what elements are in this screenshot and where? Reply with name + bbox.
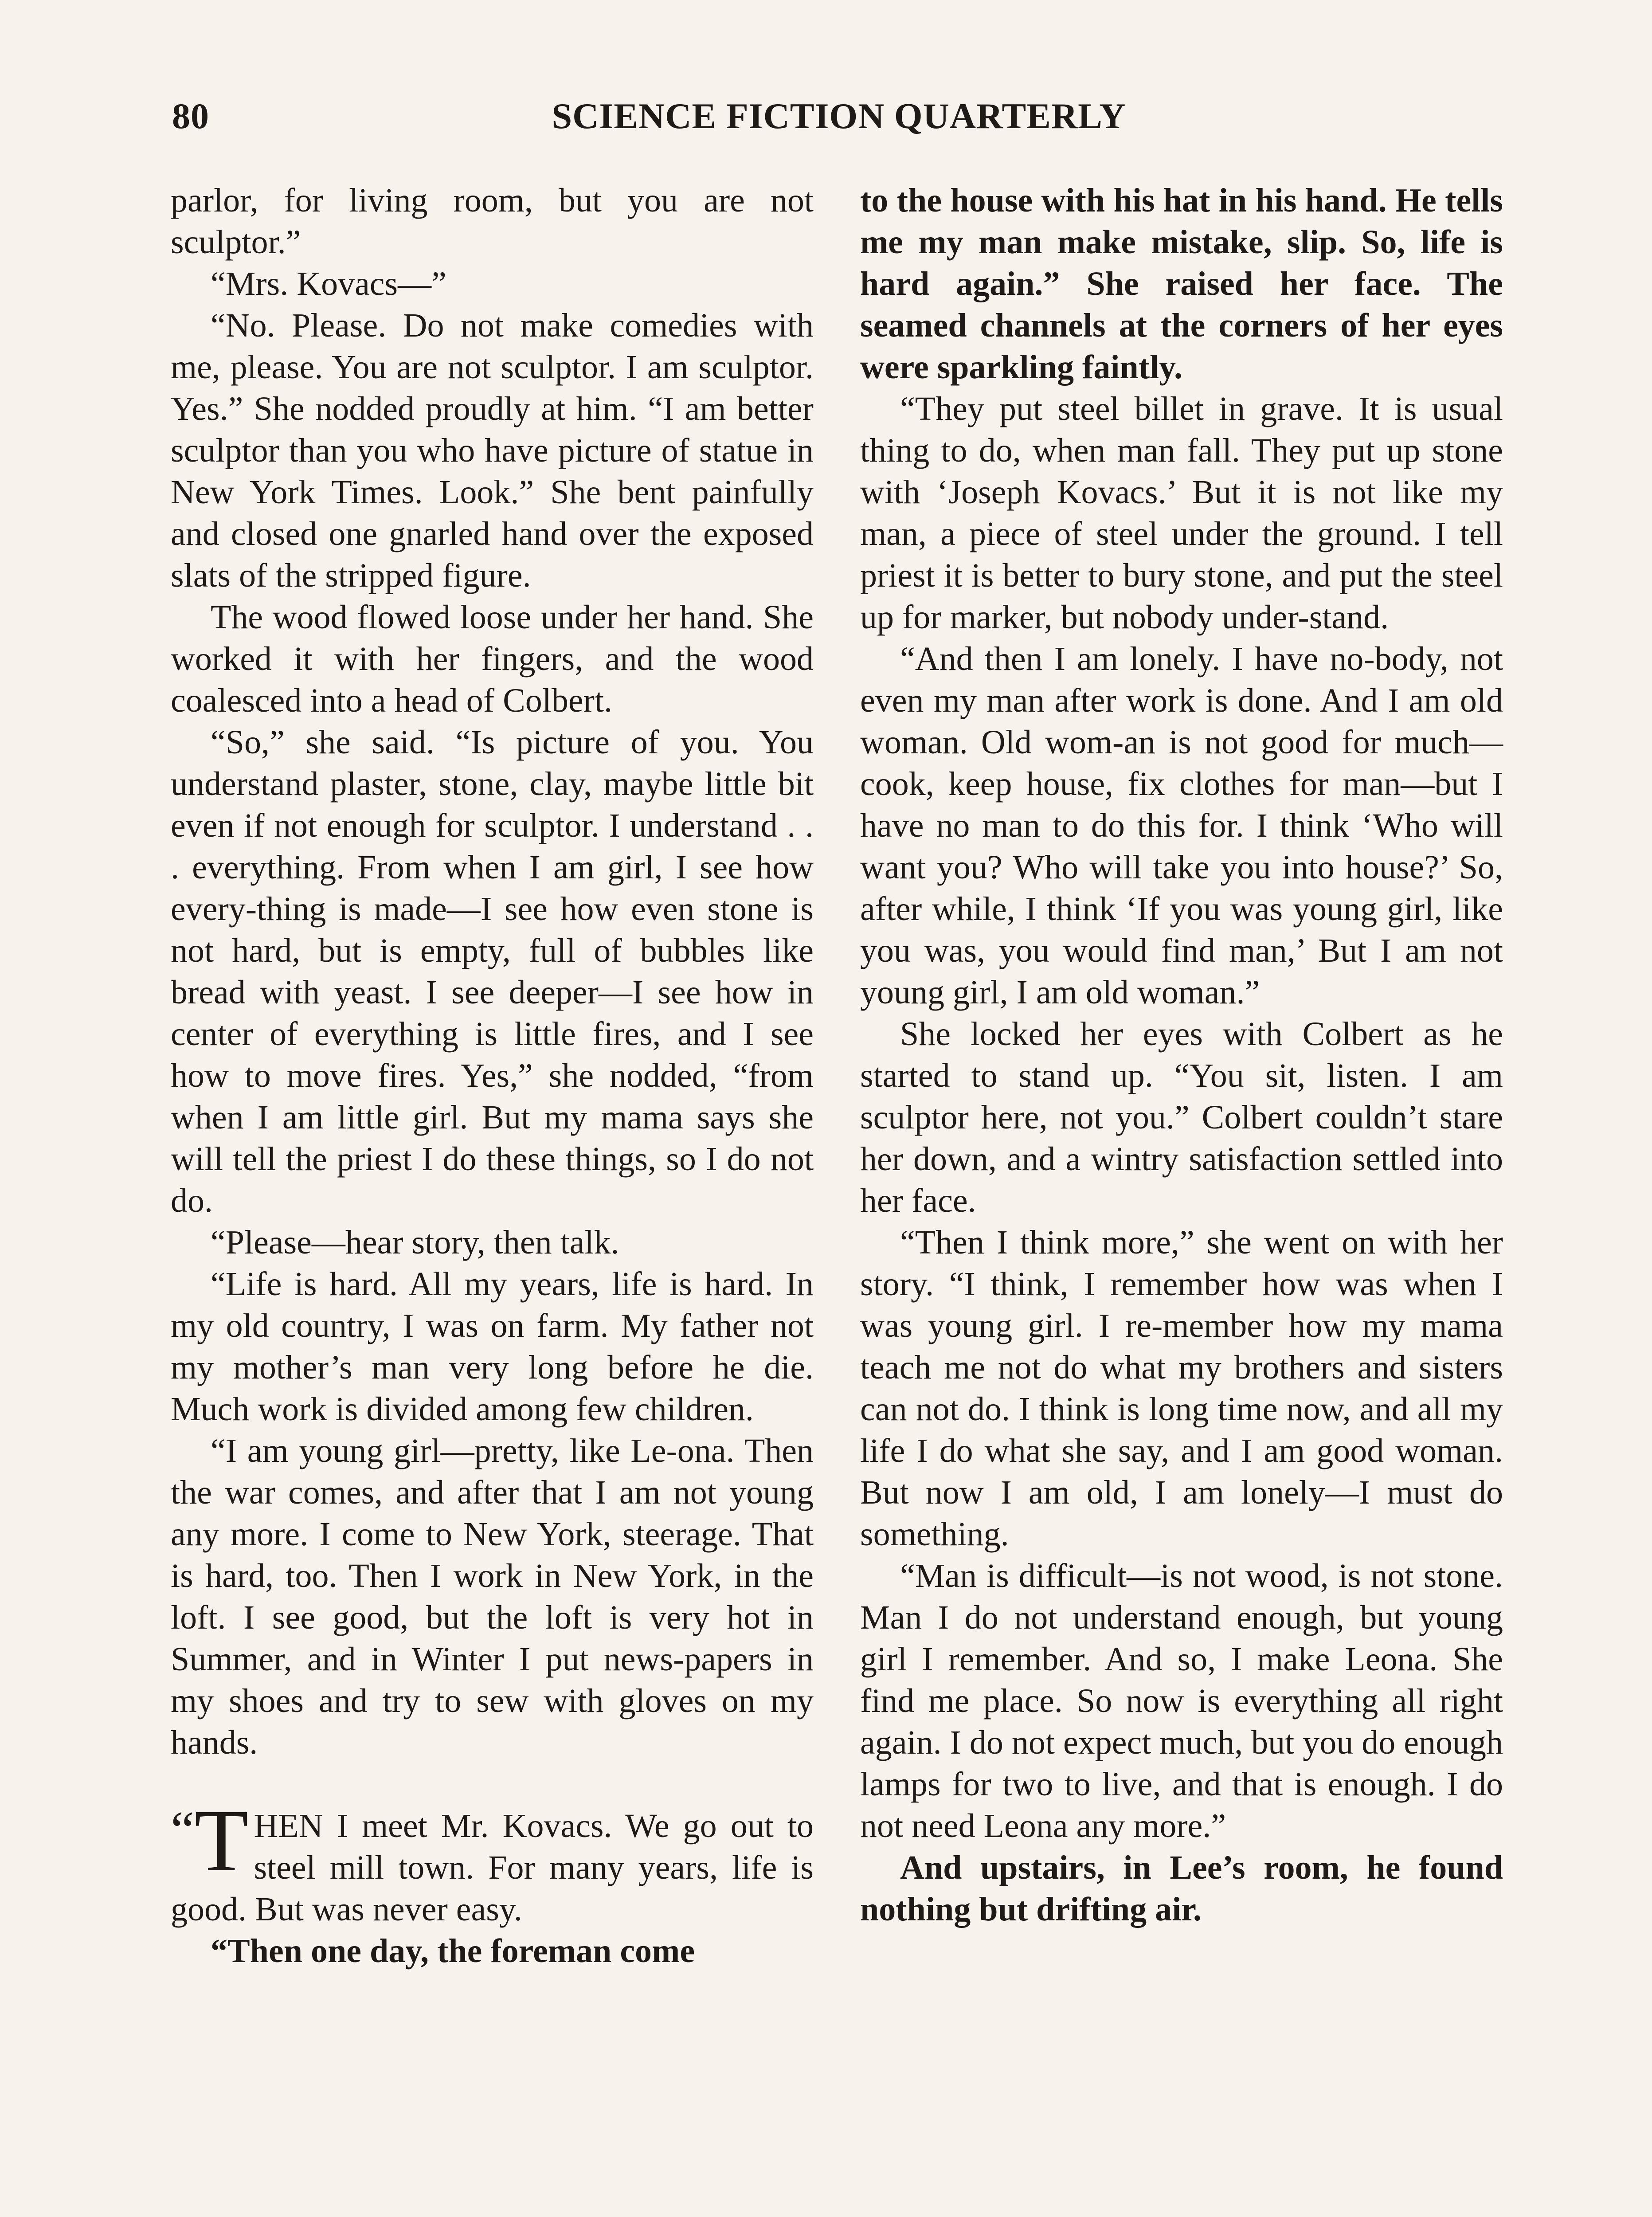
- paragraph: And upstairs, in Lee’s room, he found nothing but drifting air.: [860, 1849, 1503, 1928]
- right-column: [860, 180, 1503, 1930]
- paragraph: “No. Please. Do not make comedies with me, please. You are not sculptor. I am sculptor. Yes.” She nodded proudly at him. “I am better sculptor than you who have picture of statue in New York Times. Look.” She bent painfully and closed one gnarled hand over the exposed slats of the stripped figure.: [171, 307, 814, 594]
- paragraph: “Please—hear story, then talk.: [211, 1224, 619, 1261]
- paragraph: “Life is hard. All my years, life is hard. In my old country, I was on farm. My father not my mother’s man very long before he die. Much work is divided among few children.: [171, 1265, 814, 1428]
- paragraph: “I am young girl—pretty, like Le-ona. Then the war comes, and after that I am not young any more. I come to New York, steerage. That is hard, too. Then I work in New York, in the loft. I see good, but the loft is very hot in Summer, and in Winter I put news-papers in my shoes and try to sew with gloves on my hands.: [171, 1432, 814, 1761]
- paragraph: “So,” she said. “Is picture of you. You understand plaster, stone, clay, maybe little bit even if not enough for sculptor. I understand . . . everything. From when I am girl, I see how every-thing is made—I see how even stone is not hard, but is empty, full of bubbles like bread with yeast. I see deeper—I see how in center of everything is little fires, and I see how to move fires. Yes,” she nodded, “from when I am little girl. But my mama says she will tell the priest I do these things, so I do not do.: [171, 724, 814, 1219]
- page-number: 80: [172, 96, 209, 136]
- drop-cap-paragraph: [171, 1792, 814, 1930]
- paragraph: parlor, for living room, but you are not sculptor.”: [171, 182, 814, 261]
- paragraph: The wood flowed loose under her hand. She worked it with her fingers, and the wood coalesced into a head of Colbert.: [171, 599, 814, 719]
- drop-cap: [171, 1792, 249, 1890]
- paragraph: “And then I am lonely. I have no-body, not even my man after work is done. And I am old woman. Old wom-an is not good for much—cook, keep house, fix clothes for man—but I have no man to do this for. I think ‘Who will want you? Who will take you into house?’ So, after while, I think ‘If you was young girl, like you was, you would find man,’ But I am not young girl, I am old woman.”: [860, 640, 1503, 1011]
- paragraph: “Then one day, the foreman come: [211, 1932, 695, 1970]
- drop-cap-letter: T: [194, 1792, 249, 1890]
- paragraph: “Then I think more,” she went on with her story. “I think, I remember how was when I was young girl. I re-member how my mama teach me not do what my brothers and sisters can not do. I think is long time now, and all my life I do what she say, and I am good woman. But now I am old, I am lonely—I must do something.: [860, 1224, 1503, 1553]
- paragraph: “Man is difficult—is not wood, is not stone. Man I do not understand enough, but young girl I remember. And so, I make Leona. She find me place. So now is everything all right again. I do not expect much, but you do enough lamps for two to live, and that is enough. I do not need Leona any more.”: [860, 1557, 1503, 1845]
- paragraph: “They put steel billet in grave. It is usual thing to do, when man fall. They put up stone with ‘Joseph Kovacs.’ But it is not like my man, a piece of steel under the ground. I tell priest it is better to bury stone, and put the steel up for marker, but nobody under-stand.: [860, 390, 1503, 636]
- publication-title: SCIENCE FICTION QUARTERLY: [552, 96, 1126, 136]
- paragraph: to the house with his hat in his hand. He tells me my man make mistake, slip. So, life is hard again.” She raised her face. The seamed channels at the corners of her eyes were sparkling faintly.: [860, 182, 1503, 386]
- left-column: [171, 180, 814, 1972]
- paragraph: “Mrs. Kovacs—”: [211, 265, 446, 302]
- paragraph: She locked her eyes with Colbert as he started to stand up. “You sit, listen. I am sculptor here, not you.” Colbert couldn’t stare her down, and a wintry satisfaction settled into her face.: [860, 1015, 1503, 1219]
- running-head: [172, 95, 1506, 144]
- drop-cap-quote: “: [171, 1800, 195, 1859]
- paragraph-text: HEN I meet Mr. Kovacs. We go out to steel mill town. For many years, life is good. But was never easy.: [171, 1807, 814, 1928]
